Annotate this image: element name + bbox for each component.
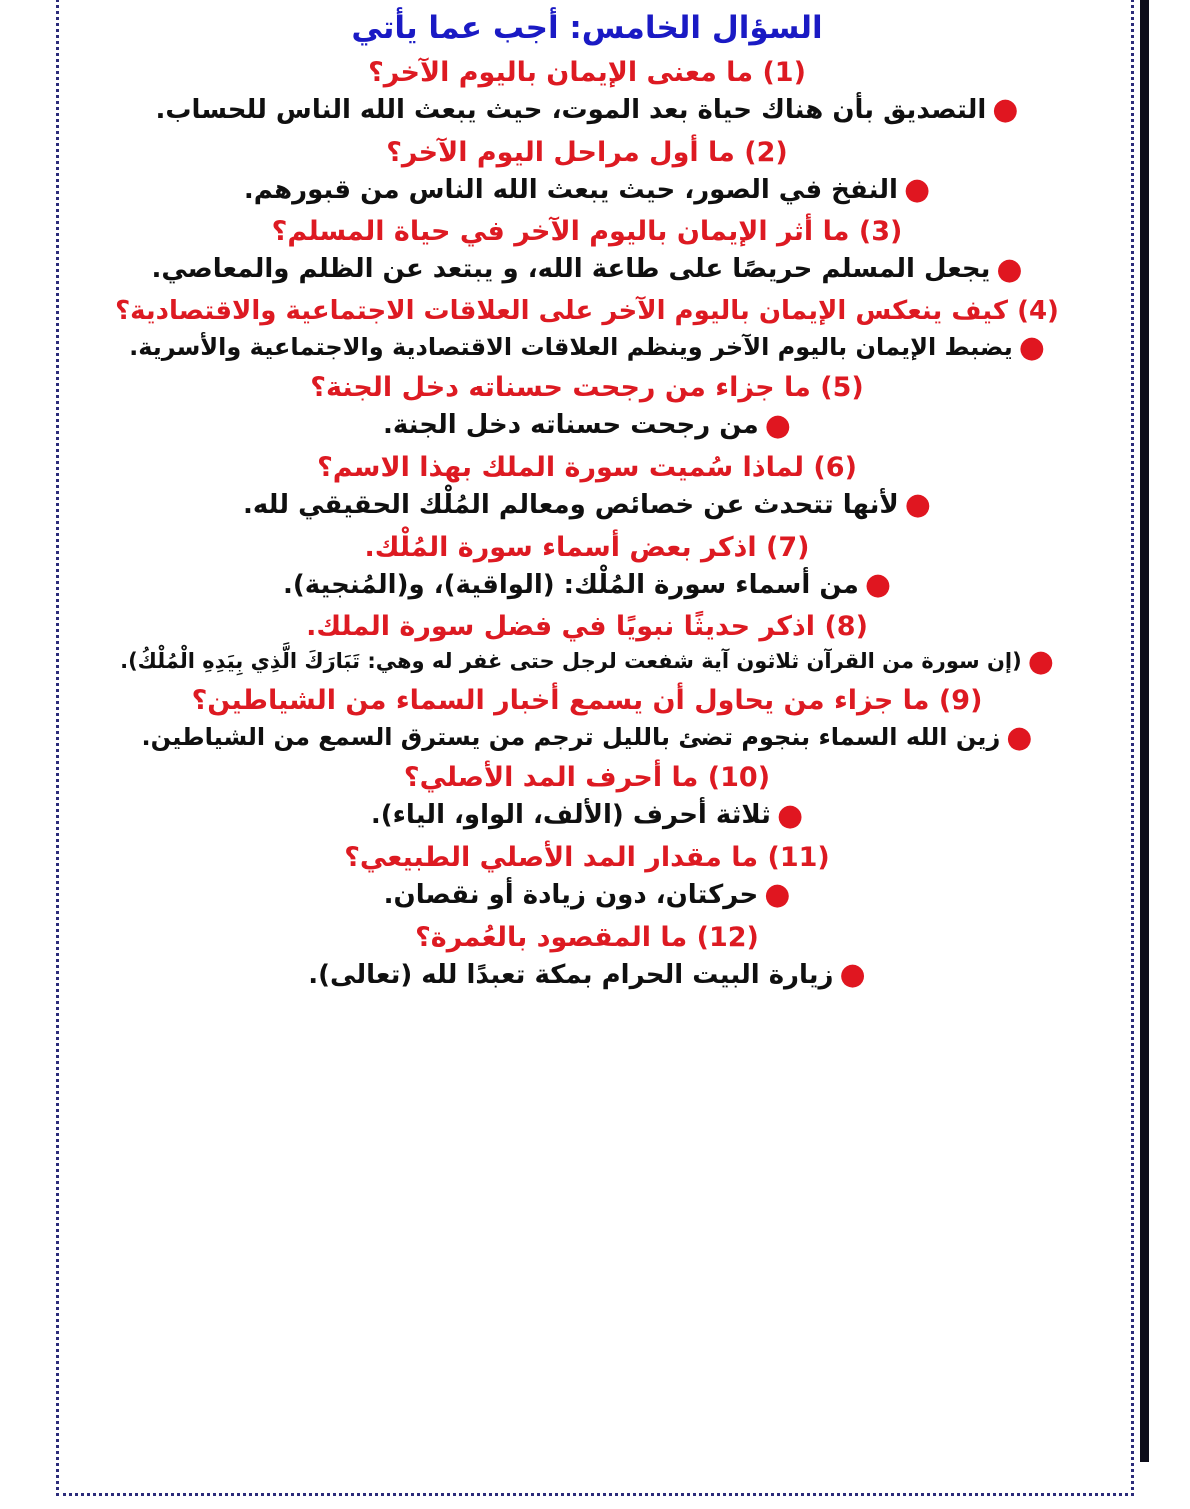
- bullet-icon: ●: [764, 407, 791, 443]
- answer-row-5: [68, 409, 1106, 442]
- question-text-3: (3) ما أثر الإيمان باليوم الآخر في حياة المسلم؟: [271, 216, 903, 248]
- qa-item-9: [68, 684, 1106, 755]
- answer-row-2: [68, 174, 1106, 207]
- question-text-10: (10) ما أحرف المد الأصلي؟: [403, 762, 771, 794]
- question-text-5: (5) ما جزاء من رجحت حسناته دخل الجنة؟: [310, 372, 864, 404]
- answer-row-12: [68, 959, 1106, 992]
- bullet-icon: ●: [996, 251, 1023, 287]
- bullet-icon: ●: [864, 567, 891, 603]
- qa-item-10: [68, 761, 1106, 832]
- answer-row-9: [68, 719, 1106, 755]
- qa-item-4: [68, 295, 1106, 365]
- bullet-icon: ●: [992, 92, 1019, 128]
- question-text-11: (11) ما مقدار المد الأصلي الطبيعي؟: [344, 841, 830, 873]
- question-text-7: (7) اذكر بعض أسماء سورة المُلْك.: [364, 531, 810, 563]
- answer-row-8: [68, 644, 1106, 680]
- answer-text-7: من أسماء سورة المُلْك: (الواقية)، و(المُنجية).: [283, 569, 859, 600]
- page-border-solid-right: [1140, 0, 1149, 1462]
- qa-item-1: [68, 56, 1106, 127]
- qa-item-8: [68, 610, 1106, 680]
- qa-item-6: [68, 451, 1106, 522]
- question-text-4: (4) كيف ينعكس الإيمان باليوم الآخر على العلاقات الاجتماعية والاقتصادية؟: [115, 296, 1059, 327]
- bullet-icon: ●: [1006, 719, 1033, 755]
- question-text-9: (9) ما جزاء من يحاول أن يسمع أخبار السماء من الشياطين؟: [191, 684, 983, 716]
- question-text-2: (2) ما أول مراحل اليوم الآخر؟: [386, 136, 788, 168]
- answer-row-3: [68, 253, 1106, 286]
- question-text-12: (12) ما المقصود بالعُمرة؟: [415, 921, 759, 953]
- qa-item-3: [68, 215, 1106, 286]
- qa-item-7: [68, 531, 1106, 602]
- bullet-icon: ●: [764, 877, 791, 913]
- bullet-icon: ●: [1018, 329, 1045, 365]
- qa-item-11: [68, 841, 1106, 912]
- answer-text-4: يضبط الإيمان باليوم الآخر وينظم العلاقات الاقتصادية والاجتماعية والأسرية.: [129, 332, 1013, 361]
- bullet-icon: ●: [776, 797, 804, 833]
- answer-text-1: التصديق بأن هناك حياة بعد الموت، حيث يبعث الله الناس للحساب.: [155, 94, 987, 125]
- answer-text-8: (إن سورة من القرآن ثلاثون آية شفعت لرجل حتى غفر له وهي: تَبَارَكَ الَّذِي بِيَدِهِ الْمُلْكُ).: [120, 649, 1022, 674]
- bullet-icon: ●: [904, 487, 931, 523]
- bullet-icon: ●: [903, 172, 931, 208]
- question-text-6: (6) لماذا سُميت سورة الملك بهذا الاسم؟: [317, 451, 857, 483]
- answer-text-2: النفخ في الصور، حيث يبعث الله الناس من قبورهم.: [243, 174, 898, 205]
- answer-text-3: يجعل المسلم حريصًا على طاعة الله، و يبتعد عن الظلم والمعاصي.: [151, 254, 991, 285]
- answer-text-10: ثلاثة أحرف (الألف، الواو، الياء).: [370, 800, 771, 831]
- qa-item-5: [68, 371, 1106, 442]
- answer-text-12: زيارة البيت الحرام بمكة تعبدًا لله (تعالى).: [308, 959, 834, 990]
- question-text-8: (8) اذكر حديثًا نبويًا في فضل سورة الملك.: [306, 611, 868, 643]
- answer-row-4: [68, 329, 1106, 365]
- answer-text-6: لأنها تتحدث عن خصائص ومعالم المُلْك الحقيقي لله.: [243, 489, 899, 520]
- answer-row-1: [68, 94, 1106, 127]
- bullet-icon: ●: [1027, 644, 1054, 680]
- qa-item-12: [68, 921, 1106, 992]
- document-content: [62, 0, 1124, 1509]
- question-answer-list: [68, 56, 1106, 992]
- question-text-1: (1) ما معنى الإيمان باليوم الآخر؟: [368, 56, 806, 88]
- answer-text-5: من رجحت حسناته دخل الجنة.: [383, 410, 759, 441]
- answer-row-6: [68, 489, 1106, 522]
- page-title: السؤال الخامس: أجب عما يأتي: [351, 10, 823, 46]
- answer-row-11: [68, 879, 1106, 912]
- qa-item-2: [68, 136, 1106, 207]
- answer-row-7: [68, 569, 1106, 602]
- bullet-icon: ●: [839, 957, 866, 993]
- answer-row-10: [68, 799, 1106, 832]
- answer-text-9: زين الله السماء بنجوم تضئ بالليل ترجم من يسترق السمع من الشياطين.: [141, 722, 1001, 751]
- answer-text-11: حركتان، دون زيادة أو نقصان.: [383, 879, 759, 910]
